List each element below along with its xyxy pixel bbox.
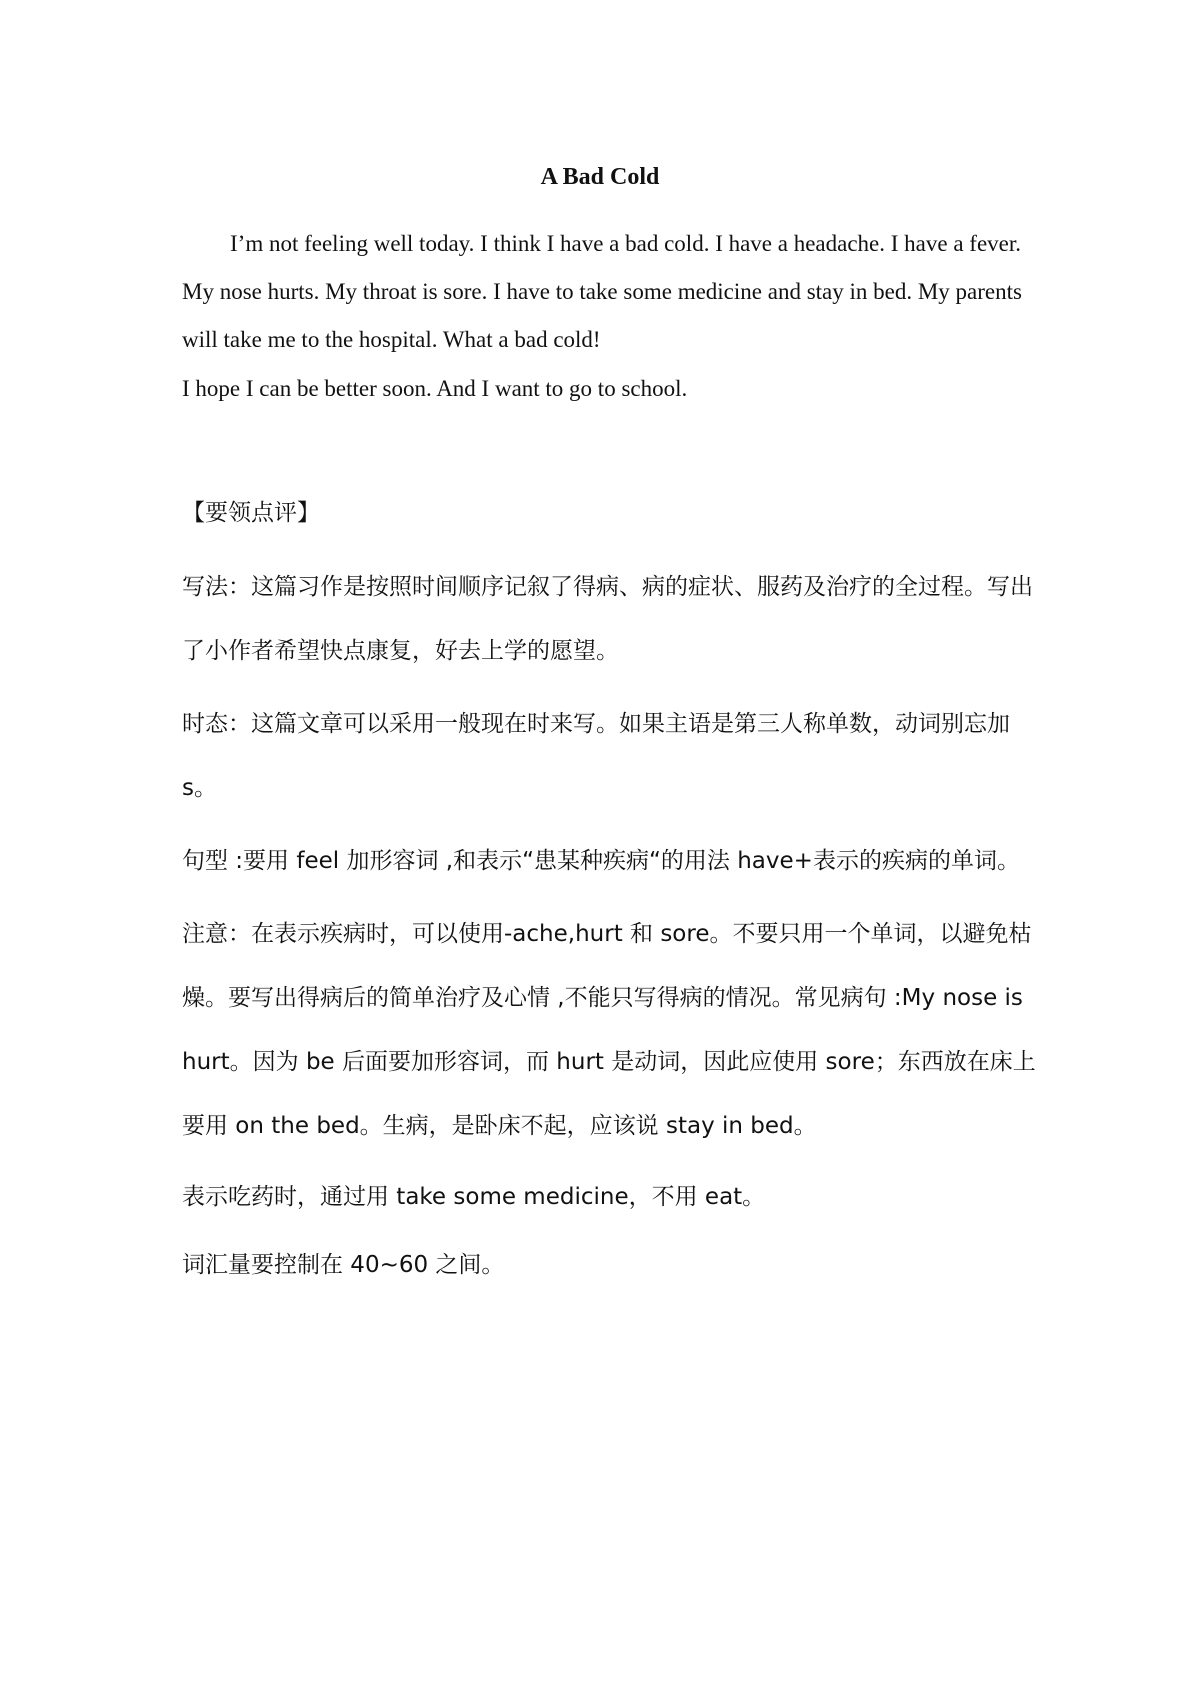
note-vocabulary: 词汇量要控制在 40~60 之间。	[182, 1252, 505, 1278]
note-sentence-pattern: 句型 :要用 feel 加形容词 ,和表示“患某种疾病“的用法 have+表示的疾病的单词。	[182, 848, 1020, 874]
essay-paragraph-1: I’m not feeling well today. I think I have a bad cold. I have a headache. I have a fever. My nose hurts. My throat is sore. I have to take some medicine and stay in bed. My parents will take me to the hospital. What a bad cold!	[182, 231, 1022, 352]
note-medicine: 表示吃药时，通过用 take some medicine，不用 eat。	[182, 1184, 766, 1210]
note-attention: 注意：在表示疾病时，可以使用-ache,hurt 和 sore。不要只用一个单词，以避免枯燥。要写出得病后的简单治疗及心情 ,不能只写得病的情况。常见病句 :My nose is hurt。因为 be 后面要加形容词，而 hurt 是动词，因此应使用 sore；东西放在床上要用 on the bed。生病，是卧床不起，应该说 stay in bed。	[182, 921, 1036, 1139]
essay-paragraph-2: I hope I can be better soon. And I want to go to school.	[182, 376, 688, 401]
note-writing-method: 写法：这篇习作是按照时间顺序记叙了得病、病的症状、服药及治疗的全过程。写出了小作者希望快点康复，好去上学的愿望。	[182, 574, 1033, 664]
commentary-heading: 【要领点评】	[182, 500, 320, 526]
essay-title: A Bad Cold	[540, 164, 660, 190]
note-tense: 时态：这篇文章可以采用一般现在时来写。如果主语是第三人称单数，动词别忘加 s。	[182, 711, 1010, 801]
